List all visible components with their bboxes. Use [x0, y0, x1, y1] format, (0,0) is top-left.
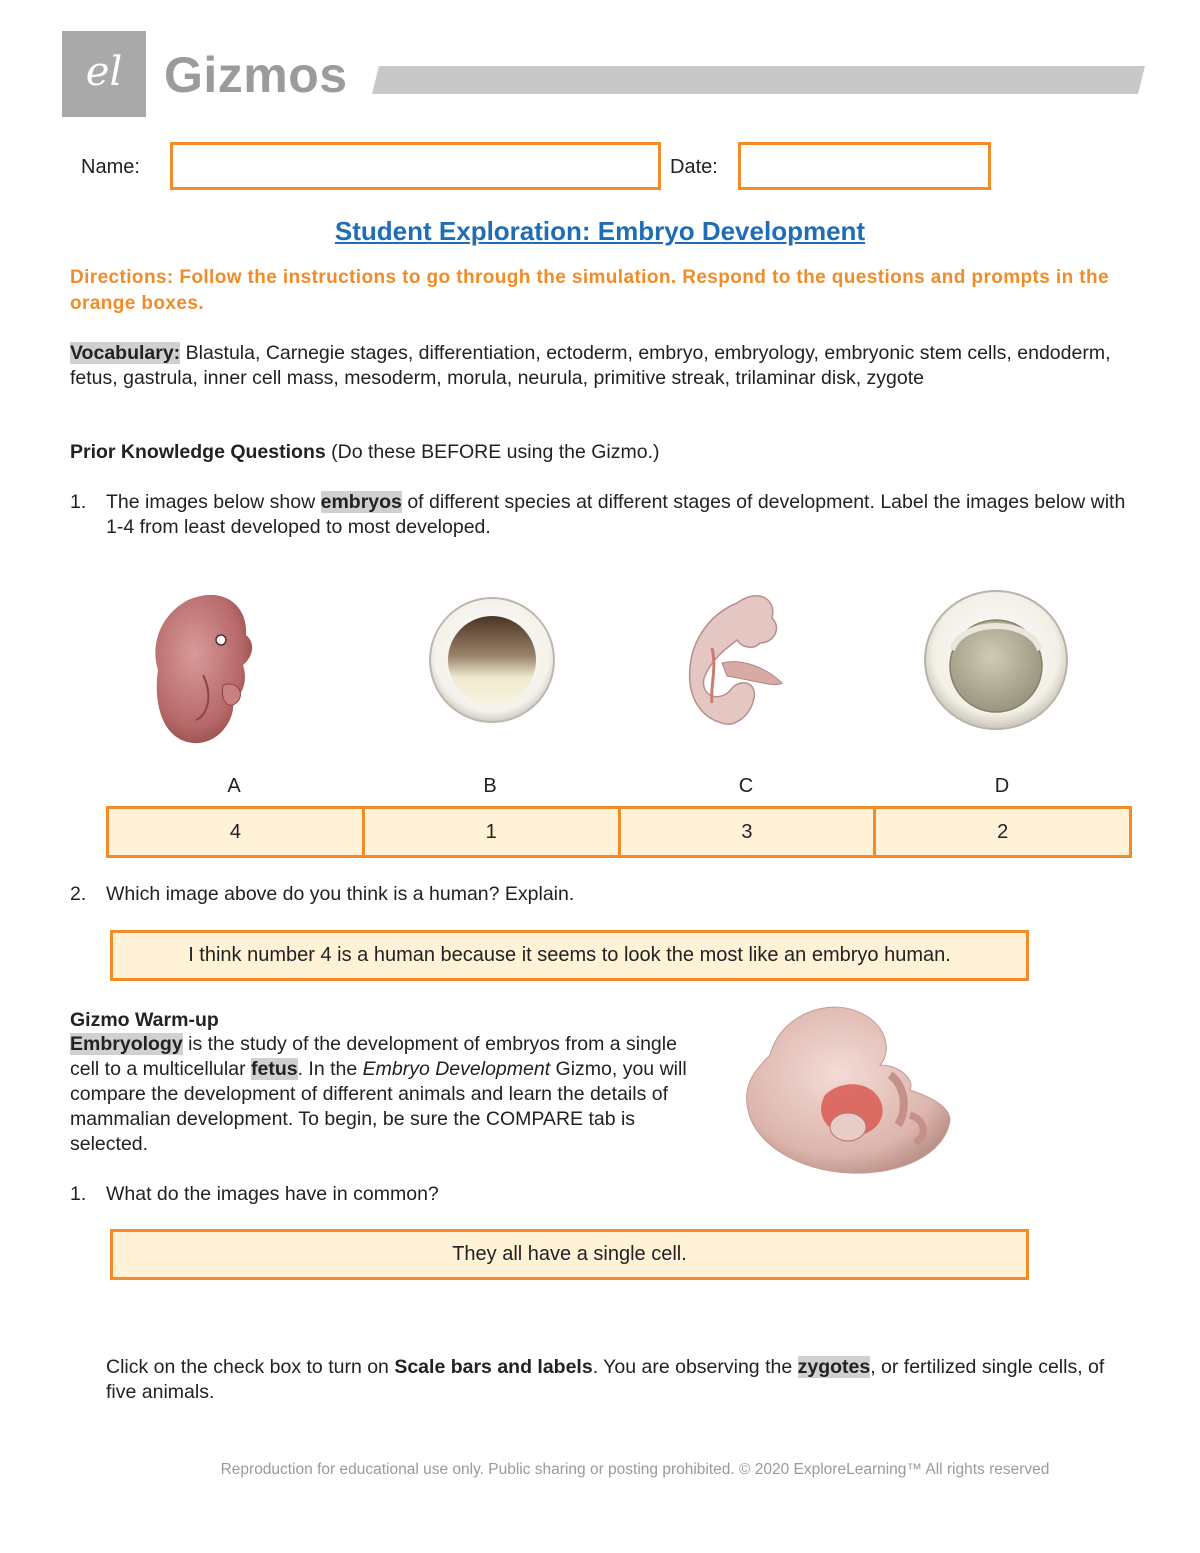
- answer-cell-a[interactable]: 4: [109, 809, 365, 855]
- image-letter-c: C: [738, 775, 754, 797]
- embryo-image-b: [427, 595, 557, 725]
- brand-name: Gizmos: [164, 47, 348, 103]
- instruction-before: Click on the check box to turn on: [106, 1356, 395, 1378]
- warmup-text-1: is the study of the development of embryos from a single cell to a multicellular: [70, 1033, 677, 1080]
- scale-bars-label: Scale bars and labels: [394, 1356, 593, 1378]
- vocabulary-text: Blastula, Carnegie stages, differentiation, ectoderm, embryo, embryology, embryonic stem cells, endoderm, fetus, gastrula, inner cell mass, mesoderm, morula, neurula, primitive streak, trilaminar disk, zygote: [70, 342, 1111, 389]
- vocabulary-label: Vocabulary:: [70, 342, 181, 364]
- embryo-image-d: [922, 588, 1070, 733]
- fetus-term: fetus: [250, 1058, 298, 1080]
- warmup-question-1-answer-box[interactable]: They all have a single cell.: [110, 1229, 1029, 1280]
- question-1-text: [106, 490, 1146, 540]
- answer-cell-d[interactable]: 2: [997, 820, 1009, 843]
- answer-cell-b[interactable]: 1: [365, 809, 621, 855]
- vocabulary: [70, 341, 1150, 391]
- warmup-text-2: . In the: [297, 1058, 363, 1080]
- ranking-answer-table: [106, 806, 1132, 858]
- date-field[interactable]: [738, 142, 991, 190]
- warmup-heading: Gizmo Warm-up: [70, 1009, 219, 1031]
- embryo-image-a: [148, 585, 288, 750]
- embryo-image-c: [682, 588, 787, 733]
- warmup-question-1-text: What do the images have in common?: [106, 1183, 439, 1205]
- name-field[interactable]: [170, 142, 661, 190]
- directions: Directions: Follow the instructions to go through the simulation. Respond to the questions and prompts in the orange boxes.: [70, 267, 1109, 314]
- question-2-text: Which image above do you think is a human? Explain.: [106, 883, 575, 905]
- image-letter-b: B: [483, 775, 497, 797]
- answer-cell-c[interactable]: 3: [621, 809, 877, 855]
- question-1-number: 1.: [70, 491, 87, 513]
- embryos-term: embryos: [320, 491, 402, 513]
- logo-glyph: el: [85, 49, 123, 95]
- question-1-after: of different species at different stages of development. Label the images below with 1-4 from least developed to most developed.: [106, 491, 1126, 538]
- question-2-number: 2.: [70, 883, 87, 905]
- prior-knowledge-title: Prior Knowledge Questions: [70, 441, 326, 463]
- question-2-answer-box[interactable]: I think number 4 is a human because it seems to look the most like an embryo human.: [110, 930, 1029, 981]
- prior-knowledge-heading: [70, 440, 660, 465]
- instruction-after: , or fertilized single cells, of five animals.: [106, 1356, 1105, 1403]
- image-letter-d: D: [994, 775, 1010, 797]
- header-bar: [372, 66, 1145, 94]
- scale-bars-instruction: [106, 1355, 1106, 1405]
- footer-copyright: Reproduction for educational use only. Public sharing or posting prohibited. © 2020 ExploreLearning™ All rights reserved: [220, 1461, 1050, 1478]
- prior-knowledge-note: (Do these BEFORE using the Gizmo.): [325, 441, 660, 463]
- image-letter-a: A: [227, 775, 241, 797]
- warmup-question-1-number: 1.: [70, 1183, 87, 1205]
- explorelearning-logo: [62, 31, 146, 117]
- zygotes-term: zygotes: [797, 1356, 871, 1378]
- warmup-text-3: Gizmo, you will compare the development of different animals and learn the details of mammalian development. To begin, be sure the COMPARE tab is selected.: [70, 1058, 687, 1155]
- name-label: Name:: [81, 156, 140, 178]
- date-label: Date:: [670, 156, 718, 178]
- page-title[interactable]: Student Exploration: Embryo Development: [334, 216, 866, 246]
- instruction-middle: . You are observing the: [592, 1356, 798, 1378]
- embryology-term: Embryology: [70, 1033, 183, 1055]
- warmup-paragraph: [70, 1032, 695, 1157]
- warmup-embryo-image: [740, 995, 955, 1180]
- question-1-before: The images below show: [106, 491, 321, 513]
- gizmo-name: Embryo Development: [362, 1058, 551, 1080]
